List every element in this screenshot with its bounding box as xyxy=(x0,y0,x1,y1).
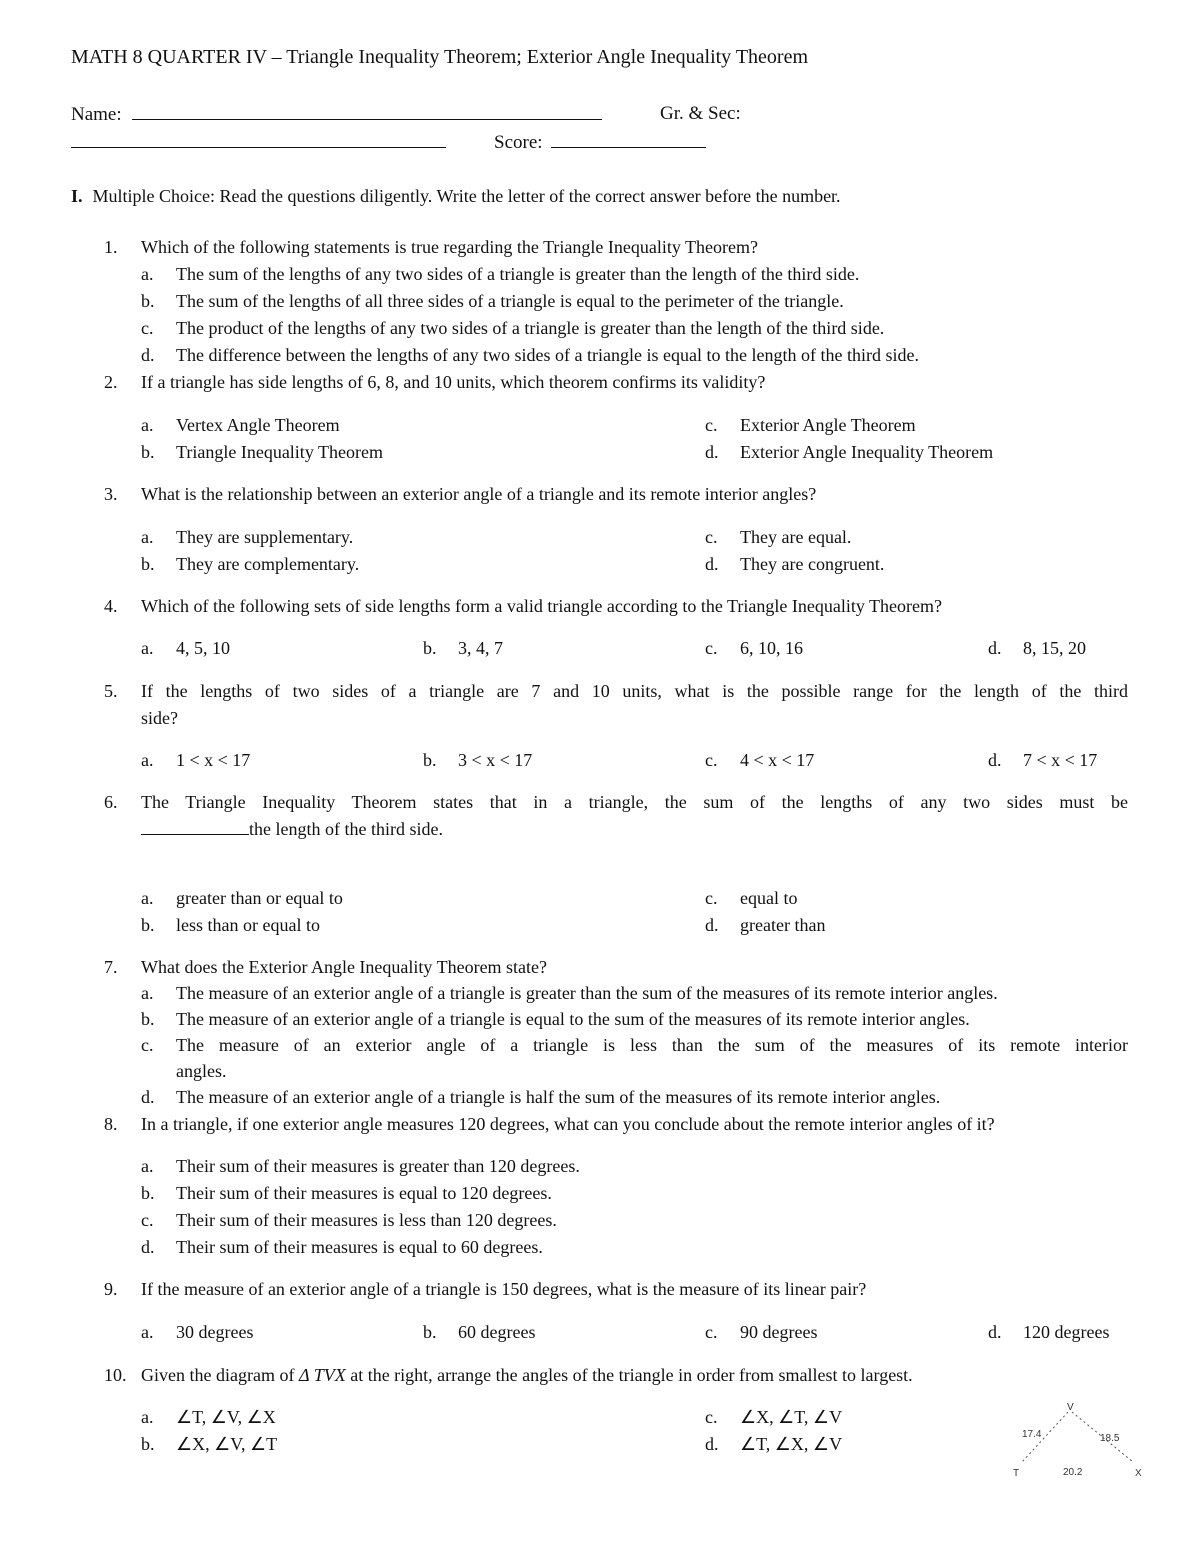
option: b. 3, 4, 7 xyxy=(423,638,503,658)
option: a. The sum of the lengths of any two sides of a triangle is greater than the length of the third side. xyxy=(141,264,860,284)
name-label: Name: xyxy=(71,104,122,125)
fill-in-blank xyxy=(141,820,249,835)
option: b. The sum of the lengths of all three sides of a triangle is equal to the perimeter of the triangle. xyxy=(141,291,844,311)
score-blank xyxy=(551,131,706,148)
name-blank xyxy=(132,103,602,120)
question-text: If the lengths of two sides of a triangle are 7 and 10 units, what is the possible range for the length of the third xyxy=(141,681,1128,701)
question-text-continued: the length of the third side. xyxy=(141,819,443,840)
score-field xyxy=(494,131,706,154)
option: c. They are equal. xyxy=(705,527,852,547)
question-text: If a triangle has side lengths of 6, 8, and 10 units, which theorem confirms its validity? xyxy=(141,372,766,392)
vertex-v-label: V xyxy=(1067,1402,1074,1413)
triangle-name: Δ TVX xyxy=(298,1365,346,1385)
option: b. 3 < x < 17 xyxy=(423,750,533,770)
option: a. Their sum of their measures is greater than 120 degrees. xyxy=(141,1156,580,1176)
option: d. 120 degrees xyxy=(988,1322,1110,1342)
option: a. Vertex Angle Theorem xyxy=(141,415,340,435)
option: c. 90 degrees xyxy=(705,1322,818,1342)
vertex-t-label: T xyxy=(1013,1468,1020,1479)
question-number: 5. xyxy=(104,681,118,701)
question-number: 8. xyxy=(104,1114,118,1134)
option: a. They are supplementary. xyxy=(141,527,354,547)
option: a. The measure of an exterior angle of a triangle is greater than the sum of the measures of its remote interior angles. xyxy=(141,983,998,1003)
option: c. Exterior Angle Theorem xyxy=(705,415,916,435)
question-number: 3. xyxy=(104,484,118,504)
option: a. 30 degrees xyxy=(141,1322,254,1342)
option: b. They are complementary. xyxy=(141,554,360,574)
option: a. 4, 5, 10 xyxy=(141,638,230,658)
side-tv-length: 17.4 xyxy=(1022,1429,1042,1440)
option: d. Exterior Angle Inequality Theorem xyxy=(705,442,994,462)
question-text: Which of the following statements is true regarding the Triangle Inequality Theorem? xyxy=(141,237,759,257)
question-text: In a triangle, if one exterior angle measures 120 degrees, what can you conclude about the remote interior angles of it? xyxy=(141,1114,995,1134)
triangle-diagram xyxy=(1005,1400,1155,1490)
question-text: Given the diagram of Δ TVX at the right, arrange the angles of the triangle in order from smallest to largest. xyxy=(141,1365,913,1385)
question-text: What is the relationship between an exterior angle of a triangle and its remote interior angles? xyxy=(141,484,817,504)
option: b. Their sum of their measures is equal to 120 degrees. xyxy=(141,1183,552,1203)
option: a. ∠T, ∠V, ∠X xyxy=(141,1407,276,1427)
question-number: 2. xyxy=(104,372,118,392)
section-numeral: I. xyxy=(71,186,83,206)
option: d. Their sum of their measures is equal to 60 degrees. xyxy=(141,1237,543,1257)
grade-section-label: Gr. & Sec: xyxy=(660,103,741,124)
question-text: What does the Exterior Angle Inequality Theorem state? xyxy=(141,957,548,977)
section-instructions xyxy=(71,186,841,207)
option: c. ∠X, ∠T, ∠V xyxy=(705,1407,843,1427)
option: c. The product of the lengths of any two sides of a triangle is greater than the length of the third side. xyxy=(141,318,885,338)
option: b. Triangle Inequality Theorem xyxy=(141,442,383,462)
page-title: MATH 8 QUARTER IV – Triangle Inequality Theorem; Exterior Angle Inequality Theorem xyxy=(71,46,809,68)
question-number: 7. xyxy=(104,957,118,977)
question-text: Which of the following sets of side lengths form a valid triangle according to the Triangle Inequality Theorem? xyxy=(141,596,942,616)
option: c. The measure of an exterior angle of a triangle is less than the sum of the measures of its remote interior xyxy=(141,1035,1128,1055)
option: d. 8, 15, 20 xyxy=(988,638,1086,658)
option: c. Their sum of their measures is less than 120 degrees. xyxy=(141,1210,557,1230)
option: b. The measure of an exterior angle of a triangle is equal to the sum of the measures of its remote interior angles. xyxy=(141,1009,970,1029)
question-text: If the measure of an exterior angle of a triangle is 150 degrees, what is the measure of its linear pair? xyxy=(141,1279,867,1299)
option: d. They are congruent. xyxy=(705,554,885,574)
side-vx-length: 18.5 xyxy=(1100,1433,1120,1444)
option: d. The measure of an exterior angle of a triangle is half the sum of the measures of its remote interior angles. xyxy=(141,1087,941,1107)
option: b. ∠X, ∠V, ∠T xyxy=(141,1434,278,1454)
grade-section-blank xyxy=(71,131,446,154)
option: c. 6, 10, 16 xyxy=(705,638,803,658)
question-number: 1. xyxy=(104,237,118,257)
question-number: 4. xyxy=(104,596,118,616)
option: d. ∠T, ∠X, ∠V xyxy=(705,1434,843,1454)
vertex-x-label: X xyxy=(1135,1468,1142,1479)
question-number: 10. xyxy=(104,1365,127,1385)
option: b. less than or equal to xyxy=(141,915,320,935)
question-number: 6. xyxy=(104,792,118,812)
option: c. 4 < x < 17 xyxy=(705,750,815,770)
option: a. greater than or equal to xyxy=(141,888,343,908)
option: d. greater than xyxy=(705,915,826,935)
option: d. 7 < x < 17 xyxy=(988,750,1098,770)
option: c. equal to xyxy=(705,888,798,908)
question-text-continued: side? xyxy=(141,708,178,728)
option: b. 60 degrees xyxy=(423,1322,536,1342)
instructions-text: Multiple Choice: Read the questions diligently. Write the letter of the correct answer before the number. xyxy=(92,186,841,206)
side-tx-length: 20.2 xyxy=(1063,1467,1083,1478)
option: a. 1 < x < 17 xyxy=(141,750,251,770)
name-field xyxy=(71,103,602,126)
score-label: Score: xyxy=(494,132,543,153)
question-text: The Triangle Inequality Theorem states that in a triangle, the sum of the lengths of any two sides must be xyxy=(141,792,1128,812)
option: d. The difference between the lengths of any two sides of a triangle is equal to the length of the third side. xyxy=(141,345,919,365)
question-number: 9. xyxy=(104,1279,118,1299)
option-continued: angles. xyxy=(176,1061,227,1081)
